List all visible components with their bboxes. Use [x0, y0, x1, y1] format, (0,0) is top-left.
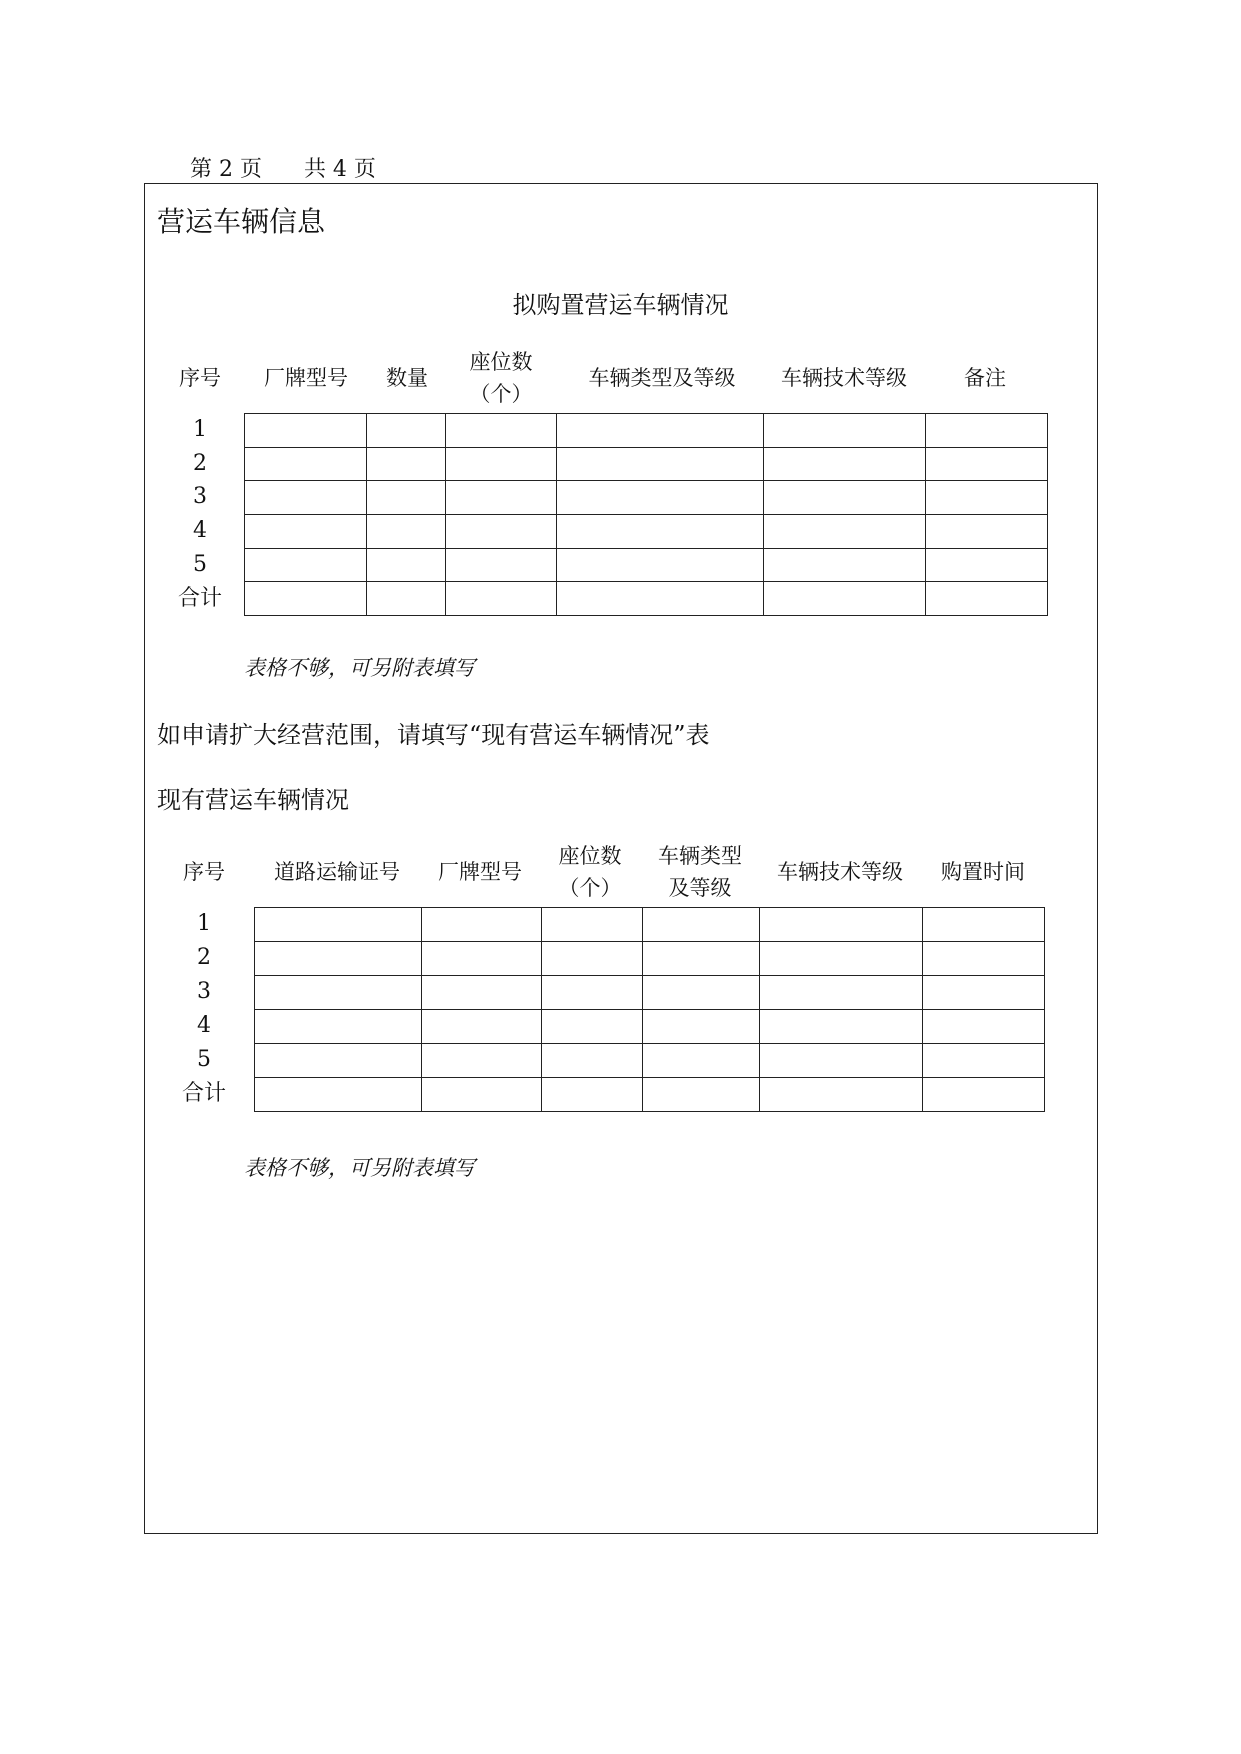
planned-header-4-line-0: 车辆类型及等级: [588, 366, 736, 390]
existing-cell-0-1[interactable]: [422, 908, 542, 942]
planned-row-label-4: 5: [193, 551, 207, 577]
table-row: [255, 908, 1045, 942]
existing-table-title: 现有营运车辆情况: [157, 786, 349, 814]
planned-cell-2-2[interactable]: [446, 481, 557, 515]
existing-row-label-0: 1: [197, 911, 211, 936]
existing-header-3-line-1: （个）: [558, 876, 622, 900]
existing-cell-3-1[interactable]: [422, 1010, 542, 1044]
existing-header-0-line-0: 序号: [183, 860, 225, 884]
planned-cell-2-3[interactable]: [557, 481, 764, 515]
planned-cell-1-2[interactable]: [446, 447, 557, 481]
planned-cell-1-5[interactable]: [926, 447, 1048, 481]
existing-cell-2-5[interactable]: [923, 976, 1045, 1010]
planned-cell-4-2[interactable]: [446, 548, 557, 582]
planned-cell-0-3[interactable]: [557, 414, 764, 448]
existing-row-label-4: 5: [197, 1047, 211, 1072]
planned-cell-3-3[interactable]: [557, 515, 764, 549]
planned-cell-0-1[interactable]: [367, 414, 446, 448]
table-row: [255, 1044, 1045, 1078]
existing-header-2: [438, 856, 522, 888]
planned-row-label-1: 2: [193, 450, 207, 476]
planned-cell-5-5[interactable]: [926, 582, 1048, 616]
existing-cell-5-2[interactable]: [542, 1078, 643, 1112]
existing-header-4-line-1: 及等级: [668, 876, 732, 900]
existing-cell-1-1[interactable]: [422, 942, 542, 976]
planned-cell-2-0[interactable]: [245, 481, 367, 515]
existing-cell-5-3[interactable]: [643, 1078, 760, 1112]
existing-cell-1-0[interactable]: [255, 942, 422, 976]
planned-cell-4-4[interactable]: [764, 548, 926, 582]
table-row: [245, 447, 1048, 481]
planned-cell-1-4[interactable]: [764, 447, 926, 481]
existing-row-label-2: 3: [197, 979, 211, 1004]
existing-cell-4-1[interactable]: [422, 1044, 542, 1078]
planned-cell-3-4[interactable]: [764, 515, 926, 549]
planned-cell-3-5[interactable]: [926, 515, 1048, 549]
existing-cell-0-3[interactable]: [643, 908, 760, 942]
existing-cell-1-4[interactable]: [760, 942, 923, 976]
planned-cell-1-1[interactable]: [367, 447, 446, 481]
existing-cell-2-3[interactable]: [643, 976, 760, 1010]
existing-cell-2-0[interactable]: [255, 976, 422, 1010]
existing-row-label-1: 2: [197, 945, 211, 970]
table-row: [255, 942, 1045, 976]
existing-cell-4-3[interactable]: [643, 1044, 760, 1078]
existing-header-3-line-0: 座位数: [558, 844, 622, 868]
existing-header-3: [559, 840, 622, 904]
existing-cell-4-5[interactable]: [923, 1044, 1045, 1078]
existing-row-label-5: 合计: [181, 1081, 227, 1106]
planned-header-5-line-0: 车辆技术等级: [781, 366, 907, 390]
planned-cell-4-0[interactable]: [245, 548, 367, 582]
table-row: [245, 548, 1048, 582]
planned-header-2-line-0: 数量: [386, 366, 428, 390]
existing-vehicles-table: [254, 907, 1045, 1112]
planned-row-label-0: 1: [193, 417, 207, 442]
existing-cell-3-2[interactable]: [542, 1010, 643, 1044]
existing-cell-3-5[interactable]: [923, 1010, 1045, 1044]
planned-cell-2-4[interactable]: [764, 481, 926, 515]
existing-header-2-line-0: 厂牌型号: [438, 860, 522, 884]
planned-row-label-2: 3: [193, 484, 207, 510]
section-title: 营运车辆信息: [157, 205, 326, 238]
planned-header-2: [386, 362, 428, 394]
existing-cell-4-0[interactable]: [255, 1044, 422, 1078]
planned-header-1: [264, 362, 348, 394]
planned-cell-4-1[interactable]: [367, 548, 446, 582]
planned-cell-3-1[interactable]: [367, 515, 446, 549]
table-row: [255, 1010, 1045, 1044]
planned-cell-5-0[interactable]: [245, 582, 367, 616]
existing-cell-5-5[interactable]: [923, 1078, 1045, 1112]
planned-header-4: [589, 362, 736, 394]
existing-header-4: [658, 840, 742, 904]
table-row: [245, 515, 1048, 549]
existing-header-1: [274, 856, 400, 888]
existing-cell-5-1[interactable]: [422, 1078, 542, 1112]
existing-cell-0-2[interactable]: [542, 908, 643, 942]
table-row: [255, 976, 1045, 1010]
existing-cell-2-1[interactable]: [422, 976, 542, 1010]
planned-cell-5-1[interactable]: [367, 582, 446, 616]
planned-cell-5-3[interactable]: [557, 582, 764, 616]
planned-cell-1-0[interactable]: [245, 447, 367, 481]
planned-row-label-3: 4: [193, 518, 207, 544]
existing-cell-5-0[interactable]: [255, 1078, 422, 1112]
existing-cell-0-0[interactable]: [255, 908, 422, 942]
existing-header-4-line-0: 车辆类型: [658, 844, 742, 868]
planned-cell-0-0[interactable]: [245, 414, 367, 448]
existing-row-label-3: 4: [197, 1013, 211, 1038]
planned-header-6-line-0: 备注: [964, 366, 1006, 390]
existing-cell-2-4[interactable]: [760, 976, 923, 1010]
existing-header-6: [941, 856, 1025, 888]
existing-cell-3-4[interactable]: [760, 1010, 923, 1044]
existing-header-0: [183, 856, 225, 888]
planned-cell-3-0[interactable]: [245, 515, 367, 549]
existing-header-1-line-0: 道路运输证号: [274, 860, 400, 884]
planned-header-3: [470, 346, 533, 410]
planned-cell-4-3[interactable]: [557, 548, 764, 582]
planned-cell-5-4[interactable]: [764, 582, 926, 616]
planned-cell-2-5[interactable]: [926, 481, 1048, 515]
existing-cell-1-3[interactable]: [643, 942, 760, 976]
planned-header-0: [179, 362, 221, 394]
planned-table-note: 表格不够，可另附表填写: [244, 656, 475, 680]
planned-header-3-line-0: 座位数: [469, 350, 533, 374]
planned-header-5: [781, 362, 907, 394]
planned-header-1-line-0: 厂牌型号: [264, 366, 348, 390]
existing-cell-1-2[interactable]: [542, 942, 643, 976]
table-row: [245, 481, 1048, 515]
existing-cell-0-5[interactable]: [923, 908, 1045, 942]
planned-table-title: 拟购置营运车辆情况: [512, 291, 729, 319]
existing-cell-0-4[interactable]: [760, 908, 923, 942]
planned-cell-2-1[interactable]: [367, 481, 446, 515]
existing-cell-2-2[interactable]: [542, 976, 643, 1010]
existing-header-6-line-0: 购置时间: [941, 860, 1025, 884]
page-number: 第 2 页 共 4 页: [190, 157, 376, 182]
table-row: [245, 414, 1048, 448]
planned-header-3-line-1: （个）: [469, 382, 533, 406]
existing-table-note: 表格不够，可另附表填写: [244, 1156, 475, 1180]
existing-cell-1-5[interactable]: [923, 942, 1045, 976]
planned-cell-1-3[interactable]: [557, 447, 764, 481]
existing-header-5-line-0: 车辆技术等级: [777, 860, 903, 884]
existing-header-5: [777, 856, 903, 888]
table-row: [255, 1078, 1045, 1112]
planned-vehicles-table: [244, 413, 1048, 616]
planned-cell-0-4[interactable]: [764, 414, 926, 448]
planned-cell-5-2[interactable]: [446, 582, 557, 616]
planned-cell-0-5[interactable]: [926, 414, 1048, 448]
instruction-text: 如申请扩大经营范围，请填写“现有营运车辆情况”表: [157, 721, 710, 749]
planned-header-0-line-0: 序号: [179, 366, 221, 390]
planned-cell-0-2[interactable]: [446, 414, 557, 448]
table-row: [245, 582, 1048, 616]
existing-cell-4-4[interactable]: [760, 1044, 923, 1078]
existing-cell-3-0[interactable]: [255, 1010, 422, 1044]
planned-row-label-5: 合计: [177, 585, 223, 611]
existing-cell-4-2[interactable]: [542, 1044, 643, 1078]
planned-cell-4-5[interactable]: [926, 548, 1048, 582]
planned-cell-3-2[interactable]: [446, 515, 557, 549]
existing-cell-5-4[interactable]: [760, 1078, 923, 1112]
existing-cell-3-3[interactable]: [643, 1010, 760, 1044]
planned-header-6: [964, 362, 1006, 394]
